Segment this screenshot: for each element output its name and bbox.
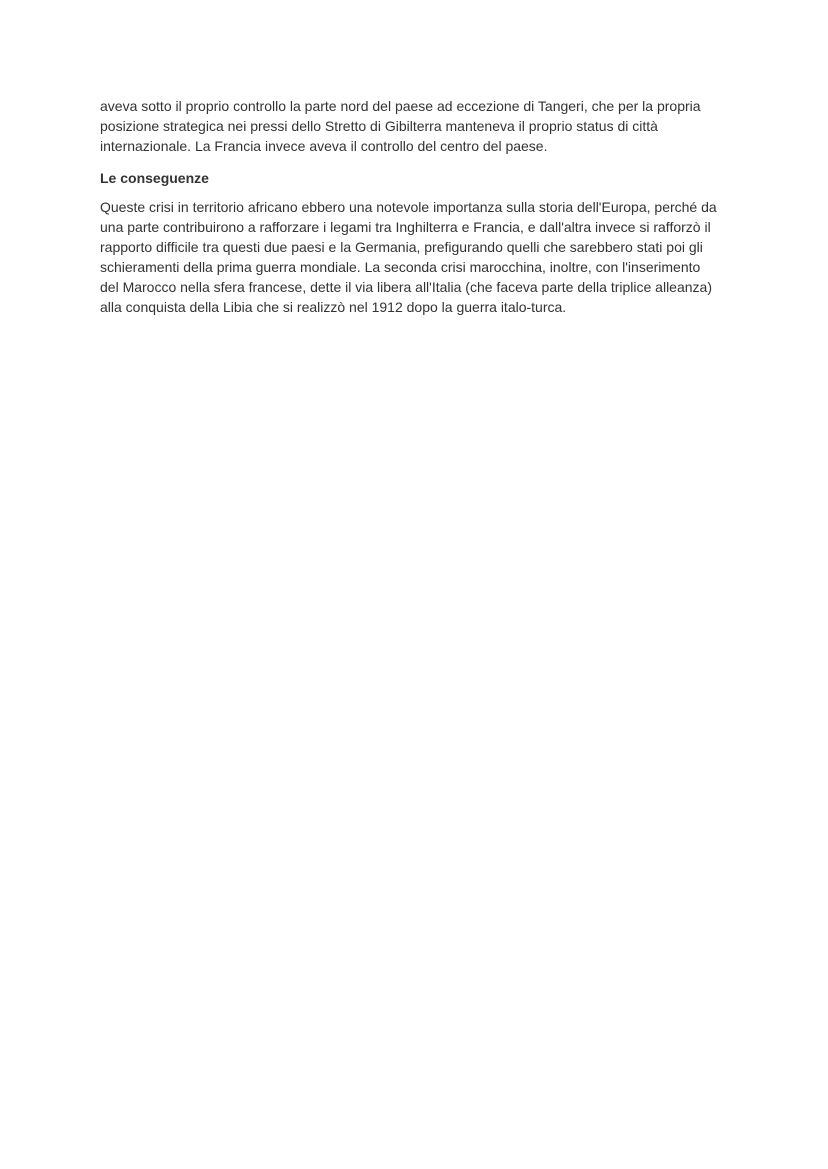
- paragraph-morocco-control: aveva sotto il proprio controllo la parte nord del paese ad eccezione di Tangeri, che per la propria posizione strategica nei pressi dello Stretto di Gibilterra manteneva il proprio status di città internazionale. La Francia invece aveva il controllo del centro del paese.: [100, 98, 701, 154]
- section-heading-le-conseguenze: Le conseguenze: [100, 170, 209, 186]
- paragraph-consequences: Queste crisi in territorio africano ebbero una notevole importanza sulla storia dell'Europa, perché da una parte contribuirono a rafforzare i legami tra Inghilterra e Francia, e dall'altra invece si rafforzò il rapporto difficile tra questi due paesi e la Germania, prefigurando quelli che sarebbero stati poi gli schieramenti della prima guerra mondiale. La seconda crisi marocchina, inoltre, con l'inserimento del Marocco nella sfera francese, dette il via libera all'Italia (che faceva parte della triplice alleanza) alla conquista della Libia che si realizzò nel 1912 dopo la guerra italo-turca.: [100, 199, 717, 315]
- document-content: [100, 96, 718, 317]
